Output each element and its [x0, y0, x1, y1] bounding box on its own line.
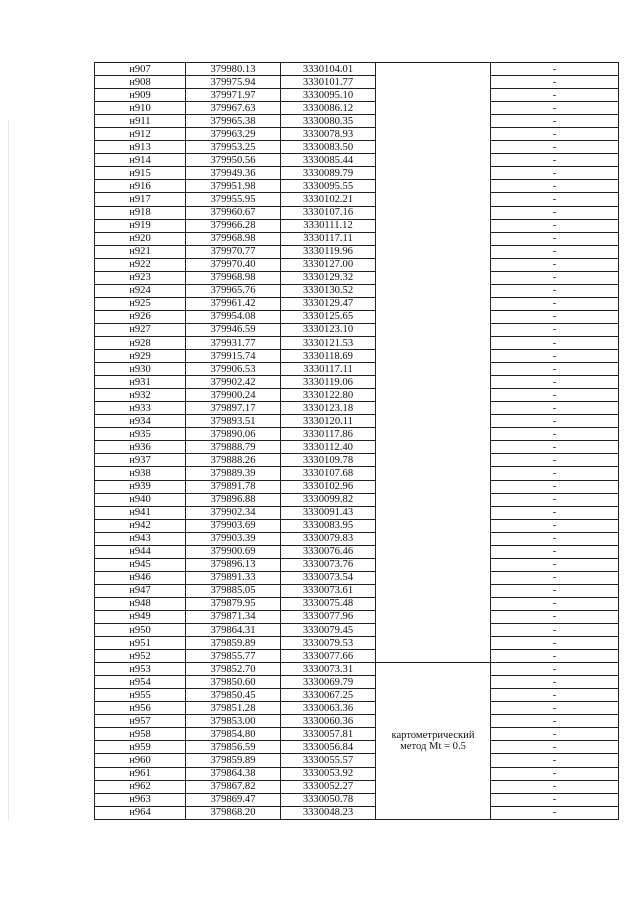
point-id-cell: н944 [95, 545, 186, 558]
x-coordinate-cell: 379888.26 [186, 454, 281, 467]
table-row [95, 454, 619, 467]
y-coordinate-cell: 3330129.32 [281, 271, 376, 284]
y-coordinate-cell: 3330118.69 [281, 350, 376, 363]
point-id-cell: н917 [95, 193, 186, 206]
y-coordinate-cell: 3330052.27 [281, 780, 376, 793]
dash-cell: - [491, 610, 619, 623]
point-id-cell: н952 [95, 650, 186, 663]
dash-cell: - [491, 167, 619, 180]
y-coordinate-cell: 3330075.48 [281, 597, 376, 610]
x-coordinate-cell: 379967.63 [186, 102, 281, 115]
table-row [95, 532, 619, 545]
x-coordinate-cell: 379888.79 [186, 441, 281, 454]
y-coordinate-cell: 3330123.10 [281, 323, 376, 336]
x-coordinate-cell: 379853.00 [186, 715, 281, 728]
point-id-cell: н960 [95, 754, 186, 767]
y-coordinate-cell: 3330130.52 [281, 284, 376, 297]
point-id-cell: н961 [95, 767, 186, 780]
point-id-cell: н937 [95, 454, 186, 467]
x-coordinate-cell: 379966.28 [186, 219, 281, 232]
table-row [95, 428, 619, 441]
table-row [95, 676, 619, 689]
x-coordinate-cell: 379960.67 [186, 206, 281, 219]
table-row [95, 376, 619, 389]
y-coordinate-cell: 3330117.11 [281, 232, 376, 245]
y-coordinate-cell: 3330101.77 [281, 76, 376, 89]
y-coordinate-cell: 3330050.78 [281, 793, 376, 806]
table-row [95, 402, 619, 415]
y-coordinate-cell: 3330086.12 [281, 102, 376, 115]
dash-cell: - [491, 363, 619, 376]
table-row [95, 115, 619, 128]
dash-cell: - [491, 584, 619, 597]
x-coordinate-cell: 379970.40 [186, 258, 281, 271]
point-id-cell: н964 [95, 806, 186, 819]
dash-cell: - [491, 441, 619, 454]
point-id-cell: н923 [95, 271, 186, 284]
point-id-cell: н946 [95, 571, 186, 584]
point-id-cell: н909 [95, 89, 186, 102]
dash-cell: - [491, 793, 619, 806]
x-coordinate-cell: 379891.33 [186, 571, 281, 584]
x-coordinate-cell: 379868.20 [186, 806, 281, 819]
table-row [95, 389, 619, 402]
point-id-cell: н931 [95, 376, 186, 389]
point-id-cell: н922 [95, 258, 186, 271]
point-id-cell: н934 [95, 415, 186, 428]
dash-cell: - [491, 637, 619, 650]
point-id-cell: н941 [95, 506, 186, 519]
coordinates-table-body [95, 63, 619, 820]
dash-cell: - [491, 258, 619, 271]
table-row [95, 441, 619, 454]
dash-cell: - [491, 154, 619, 167]
point-id-cell: н907 [95, 63, 186, 76]
x-coordinate-cell: 379900.69 [186, 545, 281, 558]
dash-cell: - [491, 310, 619, 323]
table-row [95, 102, 619, 115]
x-coordinate-cell: 379946.59 [186, 323, 281, 336]
point-id-cell: н936 [95, 441, 186, 454]
x-coordinate-cell: 379879.95 [186, 597, 281, 610]
point-id-cell: н948 [95, 597, 186, 610]
method-cell-lower [376, 663, 491, 820]
point-id-cell: н962 [95, 780, 186, 793]
x-coordinate-cell: 379902.42 [186, 376, 281, 389]
y-coordinate-cell: 3330060.36 [281, 715, 376, 728]
table-row [95, 258, 619, 271]
dash-cell: - [491, 663, 619, 676]
scan-edge-line [8, 120, 9, 820]
dash-cell: - [491, 506, 619, 519]
dash-cell: - [491, 245, 619, 258]
table-row [95, 624, 619, 637]
y-coordinate-cell: 3330055.57 [281, 754, 376, 767]
table-row [95, 741, 619, 754]
dash-cell: - [491, 89, 619, 102]
x-coordinate-cell: 379855.77 [186, 650, 281, 663]
point-id-cell: н940 [95, 493, 186, 506]
point-id-cell: н929 [95, 350, 186, 363]
y-coordinate-cell: 3330057.81 [281, 728, 376, 741]
x-coordinate-cell: 379896.88 [186, 493, 281, 506]
point-id-cell: н933 [95, 402, 186, 415]
dash-cell: - [491, 206, 619, 219]
dash-cell: - [491, 780, 619, 793]
table-row [95, 610, 619, 623]
table-row [95, 350, 619, 363]
dash-cell: - [491, 376, 619, 389]
table-row [95, 284, 619, 297]
point-id-cell: н924 [95, 284, 186, 297]
y-coordinate-cell: 3330080.35 [281, 115, 376, 128]
dash-cell: - [491, 676, 619, 689]
dash-cell: - [491, 597, 619, 610]
y-coordinate-cell: 3330083.50 [281, 141, 376, 154]
y-coordinate-cell: 3330102.21 [281, 193, 376, 206]
dash-cell: - [491, 728, 619, 741]
x-coordinate-cell: 379867.82 [186, 780, 281, 793]
y-coordinate-cell: 3330120.11 [281, 415, 376, 428]
table-row [95, 663, 619, 676]
y-coordinate-cell: 3330107.16 [281, 206, 376, 219]
y-coordinate-cell: 3330127.00 [281, 258, 376, 271]
x-coordinate-cell: 379851.28 [186, 702, 281, 715]
table-row [95, 154, 619, 167]
table-row [95, 167, 619, 180]
dash-cell: - [491, 141, 619, 154]
dash-cell: - [491, 558, 619, 571]
point-id-cell: н939 [95, 480, 186, 493]
dash-cell: - [491, 650, 619, 663]
y-coordinate-cell: 3330125.65 [281, 310, 376, 323]
y-coordinate-cell: 3330056.84 [281, 741, 376, 754]
y-coordinate-cell: 3330117.86 [281, 428, 376, 441]
dash-cell: - [491, 389, 619, 402]
y-coordinate-cell: 3330111.12 [281, 219, 376, 232]
dash-cell: - [491, 323, 619, 336]
dash-cell: - [491, 284, 619, 297]
x-coordinate-cell: 379931.77 [186, 336, 281, 349]
y-coordinate-cell: 3330083.95 [281, 519, 376, 532]
dash-cell: - [491, 180, 619, 193]
table-row [95, 415, 619, 428]
dash-cell: - [491, 454, 619, 467]
table-row [95, 219, 619, 232]
table-row [95, 467, 619, 480]
dash-cell: - [491, 741, 619, 754]
x-coordinate-cell: 379968.98 [186, 271, 281, 284]
table-row [95, 519, 619, 532]
table-row [95, 245, 619, 258]
point-id-cell: н951 [95, 637, 186, 650]
x-coordinate-cell: 379915.74 [186, 350, 281, 363]
x-coordinate-cell: 379864.31 [186, 624, 281, 637]
table-row [95, 571, 619, 584]
point-id-cell: н935 [95, 428, 186, 441]
y-coordinate-cell: 3330107.68 [281, 467, 376, 480]
x-coordinate-cell: 379856.59 [186, 741, 281, 754]
point-id-cell: н945 [95, 558, 186, 571]
table-row [95, 63, 619, 76]
dash-cell: - [491, 193, 619, 206]
point-id-cell: н921 [95, 245, 186, 258]
x-coordinate-cell: 379885.05 [186, 584, 281, 597]
table-row [95, 232, 619, 245]
table-row [95, 780, 619, 793]
x-coordinate-cell: 379891.78 [186, 480, 281, 493]
dash-cell: - [491, 102, 619, 115]
table-row [95, 310, 619, 323]
point-id-cell: н912 [95, 128, 186, 141]
x-coordinate-cell: 379869.47 [186, 793, 281, 806]
dash-cell: - [491, 219, 619, 232]
point-id-cell: н919 [95, 219, 186, 232]
y-coordinate-cell: 3330112.40 [281, 441, 376, 454]
point-id-cell: н956 [95, 702, 186, 715]
dash-cell: - [491, 428, 619, 441]
point-id-cell: н916 [95, 180, 186, 193]
x-coordinate-cell: 379963.29 [186, 128, 281, 141]
y-coordinate-cell: 3330077.66 [281, 650, 376, 663]
table-row [95, 754, 619, 767]
dash-cell: - [491, 350, 619, 363]
table-row [95, 767, 619, 780]
y-coordinate-cell: 3330053.92 [281, 767, 376, 780]
y-coordinate-cell: 3330073.54 [281, 571, 376, 584]
y-coordinate-cell: 3330095.10 [281, 89, 376, 102]
dash-cell: - [491, 571, 619, 584]
table-row [95, 545, 619, 558]
method-accuracy: метод Mt = 0.5 [400, 740, 466, 752]
point-id-cell: н910 [95, 102, 186, 115]
point-id-cell: н955 [95, 689, 186, 702]
table-row [95, 363, 619, 376]
table-row [95, 689, 619, 702]
dash-cell: - [491, 415, 619, 428]
y-coordinate-cell: 3330089.79 [281, 167, 376, 180]
table-row [95, 480, 619, 493]
method-cell-upper [376, 63, 491, 663]
y-coordinate-cell: 3330117.11 [281, 363, 376, 376]
point-id-cell: н957 [95, 715, 186, 728]
x-coordinate-cell: 379975.94 [186, 76, 281, 89]
dash-cell: - [491, 128, 619, 141]
dash-cell: - [491, 467, 619, 480]
y-coordinate-cell: 3330077.96 [281, 610, 376, 623]
point-id-cell: н950 [95, 624, 186, 637]
point-id-cell: н914 [95, 154, 186, 167]
x-coordinate-cell: 379897.17 [186, 402, 281, 415]
dash-cell: - [491, 715, 619, 728]
y-coordinate-cell: 3330063.36 [281, 702, 376, 715]
dash-cell: - [491, 754, 619, 767]
dash-cell: - [491, 545, 619, 558]
x-coordinate-cell: 379859.89 [186, 637, 281, 650]
point-id-cell: н930 [95, 363, 186, 376]
y-coordinate-cell: 3330069.79 [281, 676, 376, 689]
y-coordinate-cell: 3330119.96 [281, 245, 376, 258]
x-coordinate-cell: 379951.98 [186, 180, 281, 193]
dash-cell: - [491, 767, 619, 780]
x-coordinate-cell: 379893.51 [186, 415, 281, 428]
x-coordinate-cell: 379864.38 [186, 767, 281, 780]
table-row [95, 637, 619, 650]
table-row [95, 206, 619, 219]
x-coordinate-cell: 379850.60 [186, 676, 281, 689]
table-row [95, 715, 619, 728]
dash-cell: - [491, 232, 619, 245]
point-id-cell: н947 [95, 584, 186, 597]
x-coordinate-cell: 379968.98 [186, 232, 281, 245]
y-coordinate-cell: 3330079.45 [281, 624, 376, 637]
point-id-cell: н959 [95, 741, 186, 754]
point-id-cell: н913 [95, 141, 186, 154]
table-row [95, 506, 619, 519]
point-id-cell: н958 [95, 728, 186, 741]
table-row [95, 180, 619, 193]
point-id-cell: н920 [95, 232, 186, 245]
dash-cell: - [491, 402, 619, 415]
x-coordinate-cell: 379903.69 [186, 519, 281, 532]
method-name: картометрический [391, 729, 475, 741]
table-row [95, 493, 619, 506]
y-coordinate-cell: 3330067.25 [281, 689, 376, 702]
dash-cell: - [491, 624, 619, 637]
x-coordinate-cell: 379955.95 [186, 193, 281, 206]
x-coordinate-cell: 379971.97 [186, 89, 281, 102]
point-id-cell: н927 [95, 323, 186, 336]
y-coordinate-cell: 3330079.53 [281, 637, 376, 650]
y-coordinate-cell: 3330123.18 [281, 402, 376, 415]
x-coordinate-cell: 379949.36 [186, 167, 281, 180]
dash-cell: - [491, 480, 619, 493]
table-row [95, 89, 619, 102]
y-coordinate-cell: 3330104.01 [281, 63, 376, 76]
table-row [95, 584, 619, 597]
x-coordinate-cell: 379889.39 [186, 467, 281, 480]
dash-cell: - [491, 702, 619, 715]
y-coordinate-cell: 3330099.82 [281, 493, 376, 506]
table-row [95, 271, 619, 284]
x-coordinate-cell: 379890.06 [186, 428, 281, 441]
x-coordinate-cell: 379903.39 [186, 532, 281, 545]
y-coordinate-cell: 3330073.76 [281, 558, 376, 571]
x-coordinate-cell: 379902.34 [186, 506, 281, 519]
point-id-cell: н932 [95, 389, 186, 402]
x-coordinate-cell: 379980.13 [186, 63, 281, 76]
table-row [95, 558, 619, 571]
table-row [95, 297, 619, 310]
point-id-cell: н911 [95, 115, 186, 128]
table-row [95, 141, 619, 154]
point-id-cell: н953 [95, 663, 186, 676]
dash-cell: - [491, 689, 619, 702]
table-row [95, 793, 619, 806]
dash-cell: - [491, 63, 619, 76]
x-coordinate-cell: 379953.25 [186, 141, 281, 154]
y-coordinate-cell: 3330129.47 [281, 297, 376, 310]
y-coordinate-cell: 3330078.93 [281, 128, 376, 141]
y-coordinate-cell: 3330076.46 [281, 545, 376, 558]
table-row [95, 650, 619, 663]
coordinates-table [94, 62, 619, 820]
x-coordinate-cell: 379850.45 [186, 689, 281, 702]
x-coordinate-cell: 379950.56 [186, 154, 281, 167]
point-id-cell: н925 [95, 297, 186, 310]
dash-cell: - [491, 271, 619, 284]
x-coordinate-cell: 379900.24 [186, 389, 281, 402]
point-id-cell: н915 [95, 167, 186, 180]
x-coordinate-cell: 379965.76 [186, 284, 281, 297]
dash-cell: - [491, 115, 619, 128]
point-id-cell: н963 [95, 793, 186, 806]
dash-cell: - [491, 806, 619, 819]
y-coordinate-cell: 3330085.44 [281, 154, 376, 167]
y-coordinate-cell: 3330073.61 [281, 584, 376, 597]
x-coordinate-cell: 379854.80 [186, 728, 281, 741]
x-coordinate-cell: 379965.38 [186, 115, 281, 128]
y-coordinate-cell: 3330079.83 [281, 532, 376, 545]
x-coordinate-cell: 379871.34 [186, 610, 281, 623]
dash-cell: - [491, 297, 619, 310]
point-id-cell: н942 [95, 519, 186, 532]
y-coordinate-cell: 3330073.31 [281, 663, 376, 676]
dash-cell: - [491, 493, 619, 506]
dash-cell: - [491, 336, 619, 349]
table-row [95, 806, 619, 819]
y-coordinate-cell: 3330091.43 [281, 506, 376, 519]
x-coordinate-cell: 379859.89 [186, 754, 281, 767]
table-row [95, 728, 619, 741]
y-coordinate-cell: 3330109.78 [281, 454, 376, 467]
table-row [95, 128, 619, 141]
point-id-cell: н949 [95, 610, 186, 623]
x-coordinate-cell: 379852.70 [186, 663, 281, 676]
table-row [95, 702, 619, 715]
x-coordinate-cell: 379961.42 [186, 297, 281, 310]
dash-cell: - [491, 532, 619, 545]
point-id-cell: н926 [95, 310, 186, 323]
y-coordinate-cell: 3330119.06 [281, 376, 376, 389]
y-coordinate-cell: 3330121.53 [281, 336, 376, 349]
x-coordinate-cell: 379954.08 [186, 310, 281, 323]
table-row [95, 597, 619, 610]
y-coordinate-cell: 3330048.23 [281, 806, 376, 819]
y-coordinate-cell: 3330122.80 [281, 389, 376, 402]
x-coordinate-cell: 379970.77 [186, 245, 281, 258]
point-id-cell: н928 [95, 336, 186, 349]
point-id-cell: н943 [95, 532, 186, 545]
x-coordinate-cell: 379896.13 [186, 558, 281, 571]
point-id-cell: н938 [95, 467, 186, 480]
point-id-cell: н908 [95, 76, 186, 89]
dash-cell: - [491, 76, 619, 89]
dash-cell: - [491, 519, 619, 532]
point-id-cell: н954 [95, 676, 186, 689]
x-coordinate-cell: 379906.53 [186, 363, 281, 376]
point-id-cell: н918 [95, 206, 186, 219]
y-coordinate-cell: 3330095.55 [281, 180, 376, 193]
table-row [95, 76, 619, 89]
table-row [95, 193, 619, 206]
y-coordinate-cell: 3330102.96 [281, 480, 376, 493]
table-row [95, 323, 619, 336]
table-row [95, 336, 619, 349]
